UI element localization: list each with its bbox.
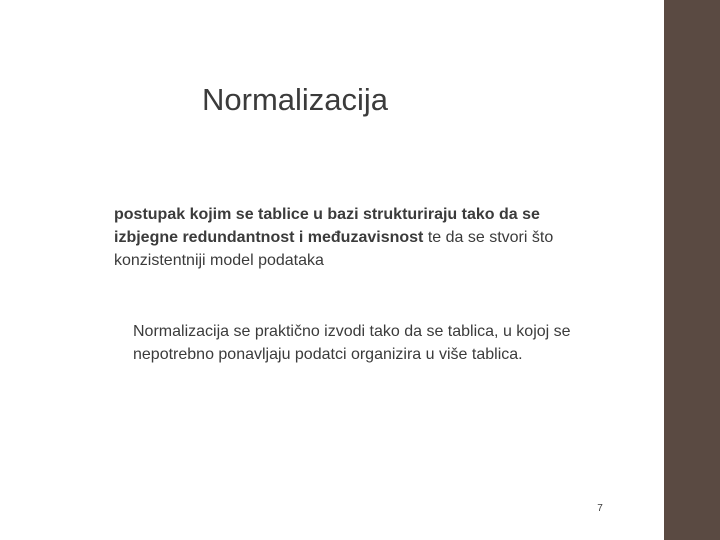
slide-title: Normalizacija	[202, 82, 389, 117]
definition-bold-text: postupak kojim se tablice u bazi strukturiraju tako da se izbjegne redundantnost i međuzavisnost	[114, 206, 540, 246]
definition-text	[114, 203, 594, 272]
side-decoration-bar	[664, 0, 720, 540]
definition-regular-text: te da se stvori što konzistentniji model podataka	[114, 229, 554, 269]
normalization-note: Normalizacija se praktično izvodi tako da se tablica, u kojoj se nepotrebno ponavljaju podatci organizira u više tablica.	[133, 323, 571, 363]
page-number: 7	[597, 503, 603, 514]
